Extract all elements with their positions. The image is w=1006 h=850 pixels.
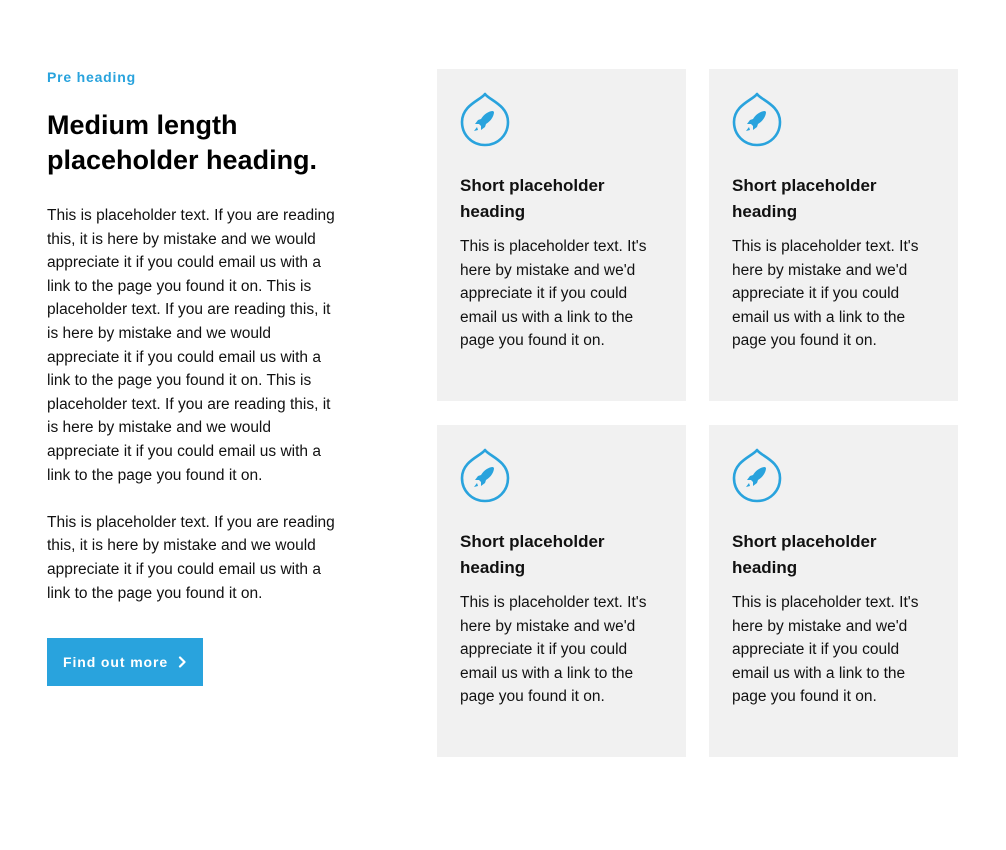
feature-card-4: [709, 425, 958, 757]
rocket-drop-icon: [732, 447, 782, 505]
find-out-more-label: Find out more: [63, 654, 169, 671]
rocket-drop-icon: [732, 91, 782, 149]
card-heading: Short placeholder heading: [460, 176, 605, 221]
feature-card-1: [437, 69, 686, 401]
card-heading: Short placeholder heading: [732, 176, 877, 221]
find-out-more-button[interactable]: [47, 638, 203, 686]
card-heading: Short placeholder heading: [460, 532, 605, 577]
card-text: This is placeholder text. It's here by mistake and we'd appreciate it if you could email us with a link to the page you found it on.: [460, 238, 647, 350]
rocket-drop-icon: [460, 91, 510, 149]
card-text: This is placeholder text. It's here by mistake and we'd appreciate it if you could email us with a link to the page you found it on.: [460, 594, 647, 706]
chevron-right-icon: [177, 656, 187, 668]
intro-paragraph-1: This is placeholder text. If you are reading this, it is here by mistake and we would appreciate it if you could email us with a link to the page you found it on. This is placeholder text. If you are reading this, it is here by mistake and we would appreciate it if you could email us with a link to the page you found it on. This is placeholder text. If you are reading this, it is here by mistake and we would appreciate it if you could email us with a link to the page you found it on.: [47, 207, 335, 484]
feature-card-3: [437, 425, 686, 757]
card-text: This is placeholder text. It's here by mistake and we'd appreciate it if you could email us with a link to the page you found it on.: [732, 238, 919, 350]
feature-card-2: [709, 69, 958, 401]
section-heading: Medium length placeholder heading.: [47, 110, 318, 175]
rocket-drop-icon: [460, 447, 510, 505]
pre-heading: Pre heading: [47, 69, 136, 85]
intro-column: [47, 68, 337, 686]
card-text: This is placeholder text. It's here by mistake and we'd appreciate it if you could email us with a link to the page you found it on.: [732, 594, 919, 706]
card-heading: Short placeholder heading: [732, 532, 877, 577]
intro-paragraph-2: This is placeholder text. If you are reading this, it is here by mistake and we would appreciate it if you could email us with a link to the page you found it on.: [47, 513, 335, 602]
